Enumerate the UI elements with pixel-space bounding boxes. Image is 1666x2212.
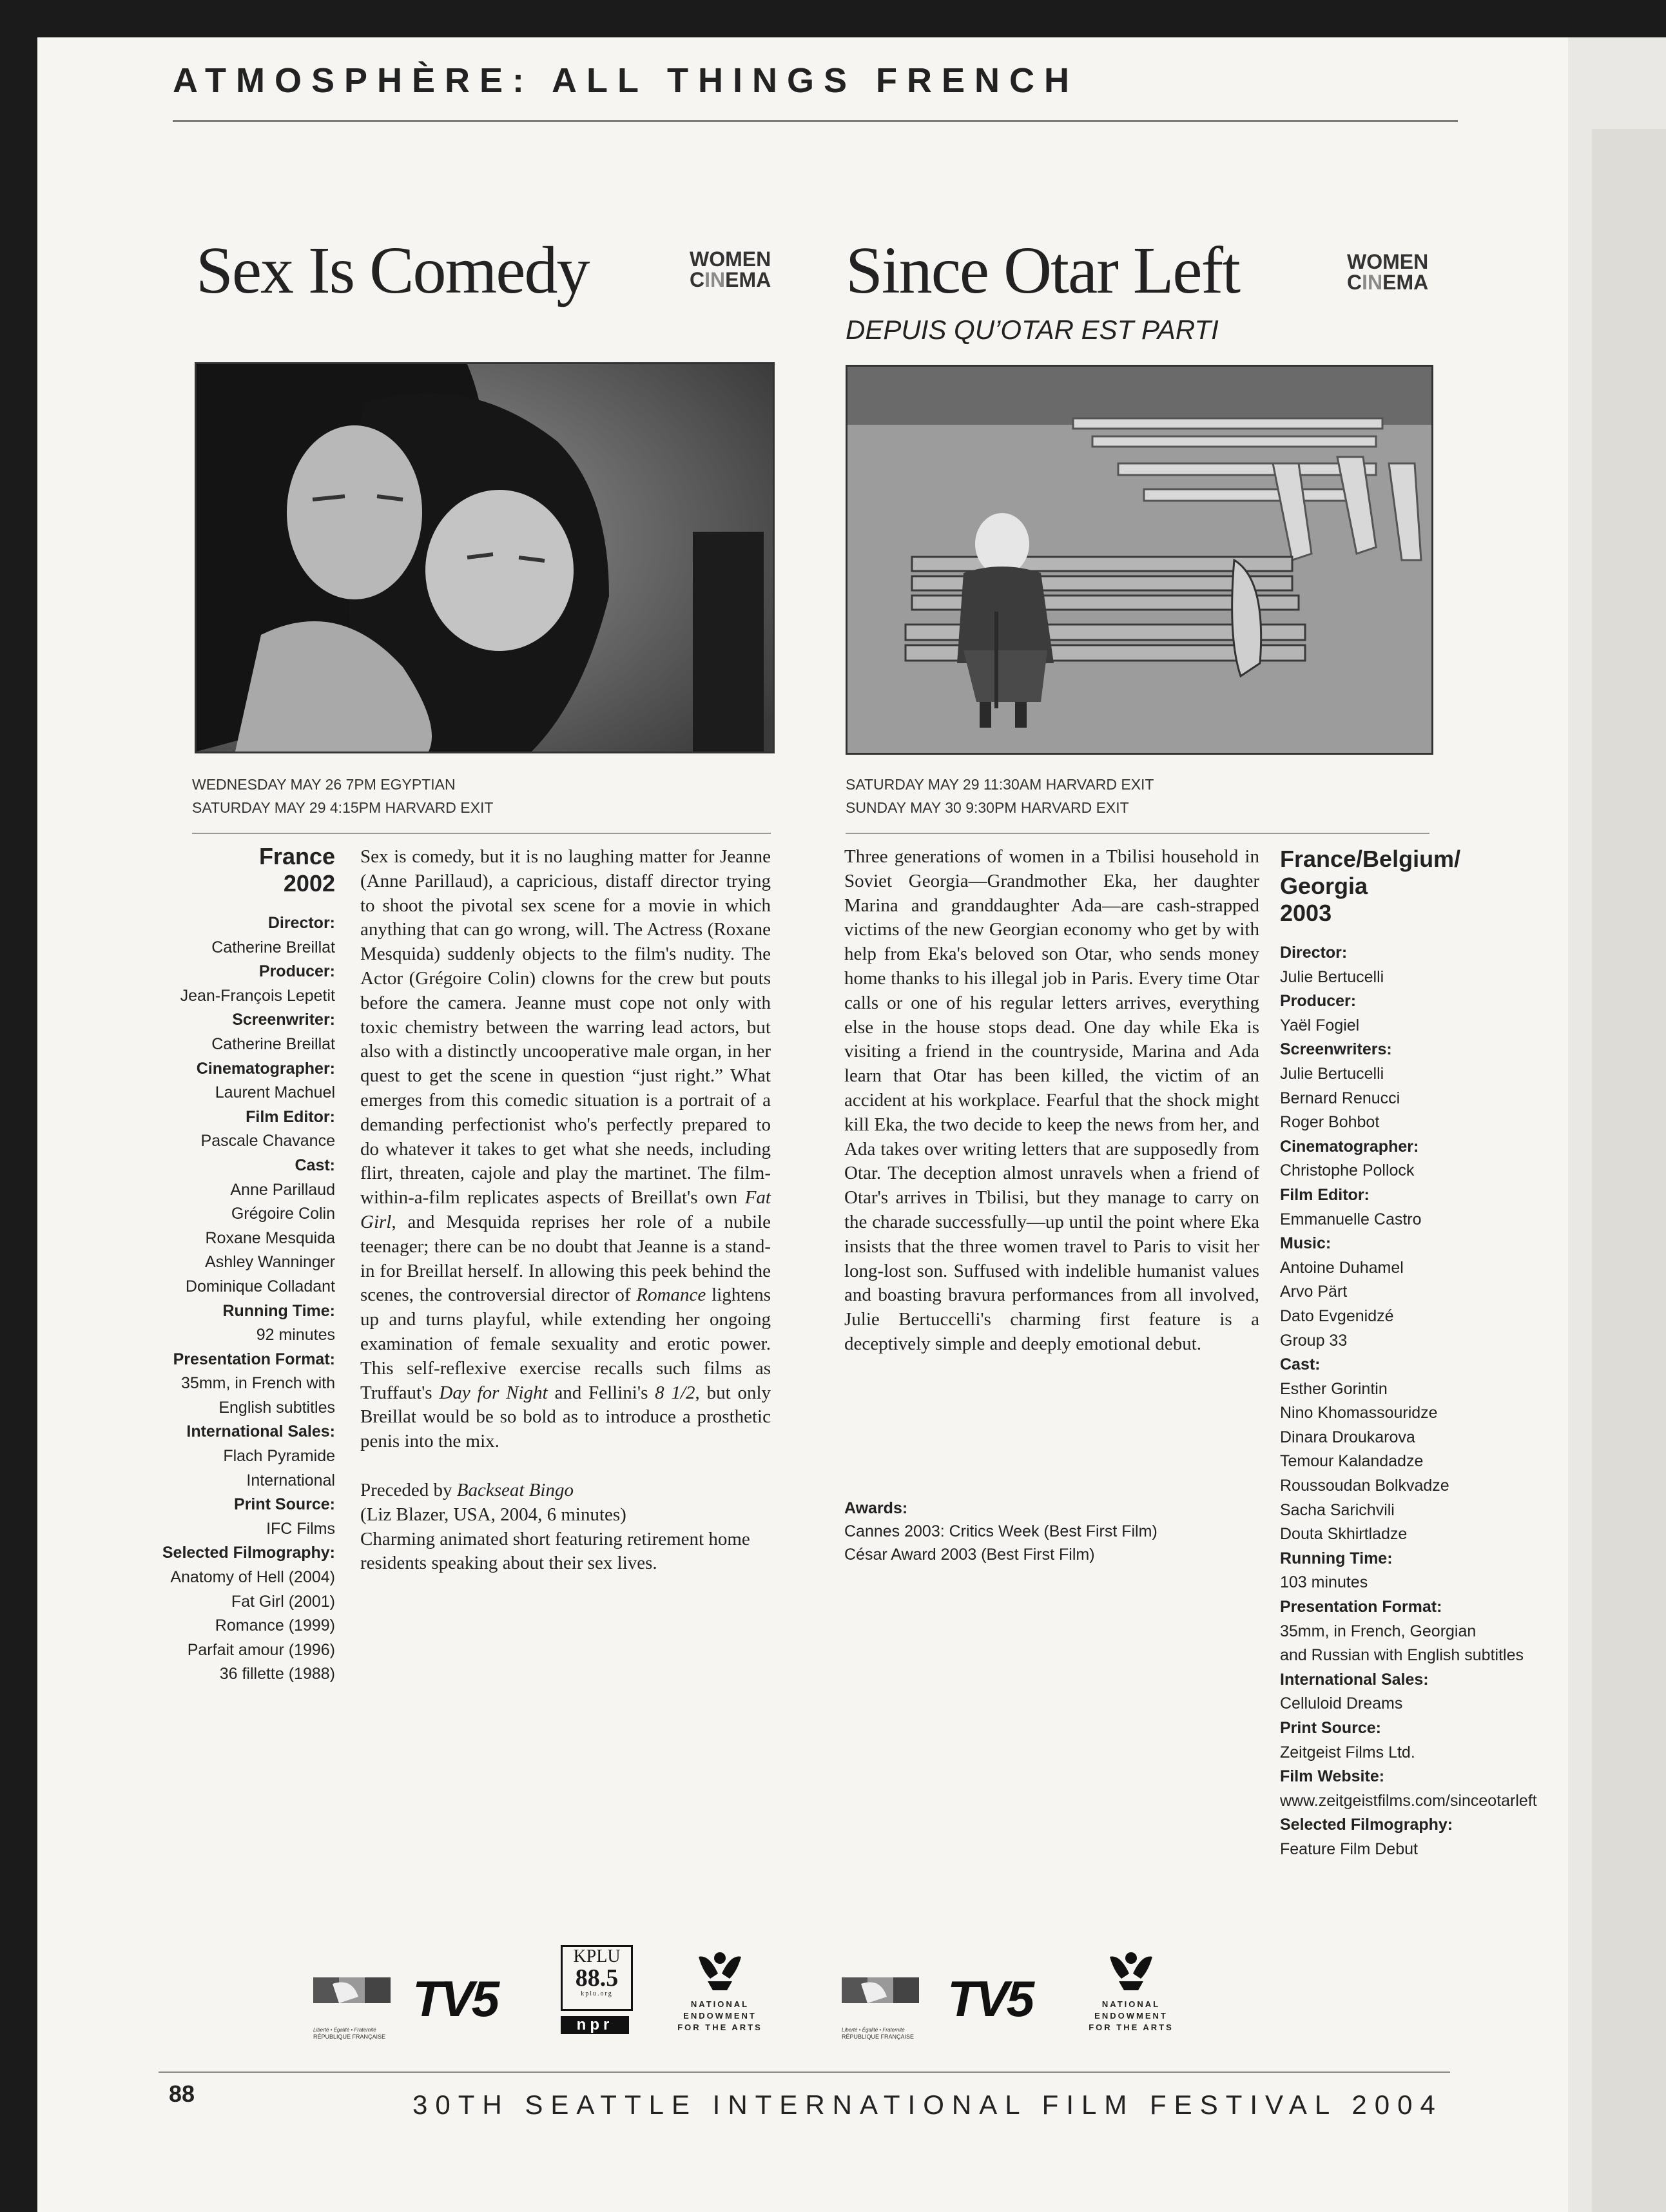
- credit-value: Catherine Breillat: [211, 1034, 335, 1053]
- nea-logo: [672, 1948, 768, 2033]
- nea-emblem-icon: [696, 1948, 744, 1995]
- credit-value: Celluloid Dreams: [1280, 1694, 1403, 1713]
- credit-value: Yaël Fogiel: [1280, 1016, 1360, 1034]
- credit-value: Dominique Colladant: [185, 1277, 335, 1295]
- credit-value: Parfait amour (1996): [187, 1640, 335, 1659]
- credit-label: Cinematographer:: [196, 1059, 335, 1078]
- credit-label: Music:: [1280, 1234, 1332, 1253]
- credit-label: Running Time:: [222, 1301, 335, 1320]
- credit-value: Antoine Duhamel: [1280, 1258, 1404, 1277]
- nea-logo-2: [1083, 1948, 1179, 2033]
- tv5-logo-2: TV5: [947, 1970, 1032, 2027]
- credit-label: Cinematographer:: [1280, 1137, 1419, 1156]
- credit-value: Anne Parillaud: [230, 1180, 335, 1199]
- credit-label: Cast:: [1280, 1355, 1321, 1374]
- film1-credits: [142, 843, 335, 1687]
- credit-value: Flach Pyramide: [223, 1447, 335, 1466]
- credit-value: Julie Bertucelli: [1280, 967, 1384, 986]
- credit-label: Selected Filmography:: [162, 1544, 335, 1562]
- film1-schedule: [192, 773, 493, 819]
- film1-screening-1: WEDNESDAY MAY 26 7PM EGYPTIAN: [192, 776, 456, 793]
- film1-still-image: [197, 364, 773, 752]
- credit-label: Running Time:: [1280, 1549, 1393, 1567]
- credit-value: 35mm, in French, Georgian: [1280, 1622, 1477, 1640]
- nea-line-3b: FOR THE ARTS: [1089, 2023, 1174, 2032]
- film1-title: Sex Is Comedy: [196, 233, 589, 307]
- nea-line-2: ENDOWMENT: [683, 2011, 757, 2021]
- credit-label: Producer:: [1280, 992, 1357, 1011]
- nea-line-2b: ENDOWMENT: [1094, 2011, 1168, 2021]
- credit-value: Laurent Machuel: [215, 1083, 335, 1102]
- nea-line-3: FOR THE ARTS: [677, 2023, 762, 2032]
- kplu-wordmark: KPLU: [573, 1946, 621, 1966]
- credit-value: Sacha Sarichvili: [1280, 1500, 1395, 1519]
- film2-screening-1: SATURDAY MAY 29 11:30AM HARVARD EXIT: [846, 776, 1154, 793]
- credit-value: Catherine Breillat: [211, 938, 335, 956]
- film2-country: France/Belgium/ Georgia: [1280, 846, 1461, 899]
- festival-footer: 30TH SEATTLE INTERNATIONAL FILM FESTIVAL 2004: [412, 2090, 1443, 2120]
- credit-value: 103 minutes: [1280, 1573, 1368, 1592]
- credit-label: Screenwriter:: [232, 1011, 335, 1029]
- credit-value: Arvo Pärt: [1280, 1283, 1348, 1301]
- film1-still: [195, 362, 775, 753]
- credit-value: Pascale Chavance: [200, 1132, 335, 1150]
- credit-value: Romance (1999): [215, 1616, 335, 1635]
- film1-short-title: Preceded by Backseat Bingo: [360, 1479, 574, 1500]
- credit-label: Selected Filmography:: [1280, 1816, 1453, 1834]
- credit-label: Director:: [1280, 944, 1348, 962]
- credit-value: Douta Skhirtladze: [1280, 1525, 1408, 1544]
- republique-francaise-caption: RÉPUBLIQUE FRANÇAISE: [313, 2033, 386, 2040]
- film2-synopsis-body: Three generations of women in a Tbilisi household in Soviet Georgia—Grandmother Eka, her daughter Marina and granddaughter Ada—are cash-strapped victims of the new Georgian economy who get by with help from Eka's beloved son Otar, who sends money home thanks to his illegal job in Paris. Every time Otar calls or one of his regular letters arrives, everything else in the house stops dead. One day while Eka is visiting a friend in the countryside, Marina and Ada learn that Otar has been killed, the victim of an accident at his workplace. Fearful that the shock might kill Eka, the two decide to keep the news from her, and Ada takes over writing letters that are supposedly from Otar. The deception almost unravels when a friend of Otar's arrives in Tbilisi, but they manage to carry on the charade successfully—up until the point where Eka insists that the three women travel to Paris to visit her long-lost son. Suffused with indelible humanist values and boasting bravura performances from all involved, Julie Bertuccelli's charming first feature is a deceptively simple and deeply emotional debut.: [844, 846, 1259, 1354]
- film1-synopsis-body: Sex is comedy, but it is no laughing matter for Jeanne (Anne Parillaud), a capricious, distaff director trying to shoot the pivotal sex scene for a movie in which anything that can go wrong, will. The Actress (Roxane Mesquida) suddenly objects to the film's nudity. The Actor (Grégoire Colin) clowns for the crew but pouts before the camera. Jeanne must cope not only with toxic chemistry between the warring lead actors, but also with a distinctly uncooperative male organ, in her quest to get the scene in question “just right.” What emerges from this comedic situation is a portrait of a demanding perfectionist who's perfectly prepared to do whatever it takes to get what she needs, including flirt, threaten, cajole and play the martinet. The film-within-a-film replicates aspects of Breillat's own Fat Girl, and Mesquida reprises her role of a nubile teenager; there can be no doubt that Jeanne is a stand-in for Breillat herself. In allowing this peek behind the scenes, the controversial director of Romance lightens up and turns playful, while extending her ongoing examination of female sexuality and erotic power. This self-reflexive exercise recalls such films as Truffaut's Day for Night and Fellini's 8 1/2, but only Breillat would be so bold as to introduce a prosthetic penis into the mix.: [360, 846, 771, 1452]
- film2-synopsis: [844, 845, 1259, 1357]
- kplu-url: kplu.org: [581, 1990, 613, 1997]
- nea-emblem-icon-2: [1107, 1948, 1155, 1995]
- credit-value: 92 minutes: [256, 1326, 335, 1344]
- women-cinema-badge-1: WOMEN CINEMA: [690, 247, 771, 291]
- credit-value: Jean-François Lepetit: [180, 986, 335, 1005]
- women-cinema-badge-2: WOMEN CINEMA: [1347, 250, 1429, 294]
- film1-short-description: Charming animated short featuring retirement home residents speaking about their sex lives.: [360, 1528, 750, 1574]
- credit-label: Film Editor:: [246, 1107, 335, 1126]
- credit-label: International Sales:: [1280, 1670, 1429, 1689]
- film1-rule: [192, 833, 771, 834]
- film2-screening-2: SUNDAY MAY 30 9:30PM HARVARD EXIT: [846, 799, 1129, 816]
- credit-label: Presentation Format:: [173, 1350, 335, 1368]
- credit-label: Film Website:: [1280, 1767, 1385, 1786]
- film1-synopsis: [360, 845, 771, 1576]
- credit-label: Film Editor:: [1280, 1185, 1370, 1204]
- credit-value: Roxane Mesquida: [205, 1228, 335, 1247]
- tv5-logo: TV5: [412, 1970, 498, 2027]
- credit-label: Presentation Format:: [1280, 1598, 1442, 1616]
- credit-label: Print Source:: [234, 1495, 335, 1514]
- credit-value: Christophe Pollock: [1280, 1161, 1415, 1180]
- credit-value: English subtitles: [218, 1398, 335, 1417]
- film2-year: 2003: [1280, 900, 1332, 926]
- republique-francaise-motto: Liberté • Égalité • Fraternité: [313, 2027, 376, 2033]
- footer-rule: [159, 2071, 1450, 2073]
- credit-label: Screenwriters:: [1280, 1040, 1392, 1059]
- nea-line-1: NATIONAL: [690, 1999, 750, 2009]
- credit-value: International: [246, 1471, 335, 1489]
- film2-still: [846, 365, 1433, 755]
- credit-label: Cast:: [295, 1156, 335, 1174]
- credit-value: Dato Evgenidzé: [1280, 1306, 1394, 1325]
- credit-value: Emmanuelle Castro: [1280, 1210, 1422, 1228]
- section-header: ATMOSPHÈRE: ALL THINGS FRENCH: [173, 61, 1079, 100]
- marianne-icon: [313, 1977, 391, 2024]
- marianne-icon-2: [842, 1977, 919, 2024]
- credit-value: Fat Girl (2001): [231, 1592, 335, 1611]
- film2-awards: [844, 1497, 1257, 1566]
- credit-label: Director:: [267, 914, 335, 932]
- republique-francaise-motto-2: Liberté • Égalité • Fraternité: [842, 2027, 905, 2033]
- credit-value: www.zeitgeistfilms.com/sinceotarleft: [1280, 1791, 1537, 1810]
- credit-value: Ashley Wanninger: [205, 1253, 335, 1272]
- page-number: 88: [169, 2081, 195, 2107]
- credit-value: Temour Kalandadze: [1280, 1452, 1424, 1471]
- credit-value: Bernard Renucci: [1280, 1089, 1400, 1107]
- credit-value: IFC Films: [266, 1519, 335, 1538]
- credit-value: Esther Gorintin: [1280, 1379, 1388, 1398]
- film2-rule: [846, 833, 1429, 834]
- film2-title: Since Otar Left: [846, 233, 1240, 307]
- header-rule: [173, 120, 1458, 122]
- credit-value: Roger Bohbot: [1280, 1113, 1380, 1132]
- credit-value: Roussoudan Bolkvadze: [1280, 1477, 1449, 1495]
- credit-value: Feature Film Debut: [1280, 1839, 1418, 1858]
- npr-logo: npr: [561, 2016, 629, 2034]
- credit-label: International Sales:: [186, 1422, 335, 1441]
- film2-original-title: DEPUIS QU’OTAR EST PARTI: [846, 315, 1219, 345]
- republique-francaise-caption-2: RÉPUBLIQUE FRANÇAISE: [842, 2033, 915, 2040]
- credit-value: 35mm, in French with: [181, 1374, 335, 1393]
- credit-value: Julie Bertucelli: [1280, 1064, 1384, 1083]
- award-2: César Award 2003 (Best First Film): [844, 1546, 1095, 1564]
- republique-francaise-logo: [313, 1977, 391, 2040]
- nea-line-1b: NATIONAL: [1101, 1999, 1161, 2009]
- film2-still-image: [848, 367, 1431, 753]
- credit-value: 36 fillette (1988): [219, 1665, 335, 1683]
- credit-label: Producer:: [258, 962, 335, 981]
- credit-value: Dinara Droukarova: [1280, 1428, 1415, 1446]
- film2-credits: [1280, 846, 1551, 1862]
- credit-value: Nino Khomassouridze: [1280, 1404, 1438, 1422]
- credit-value: Anatomy of Hell (2004): [170, 1568, 335, 1587]
- film2-schedule: [846, 773, 1154, 819]
- credit-value: Group 33: [1280, 1331, 1348, 1350]
- credit-value: Zeitgeist Films Ltd.: [1280, 1743, 1415, 1761]
- credit-label: Print Source:: [1280, 1719, 1381, 1737]
- kplu-frequency: 88.5: [575, 1965, 619, 1992]
- credit-value: Grégoire Colin: [231, 1205, 335, 1223]
- credit-value: and Russian with English subtitles: [1280, 1646, 1524, 1665]
- film1-short-credit: (Liz Blazer, USA, 2004, 6 minutes): [360, 1504, 626, 1525]
- award-1: Cannes 2003: Critics Week (Best First Film): [844, 1522, 1157, 1540]
- facing-page-shadow: [1592, 129, 1666, 2212]
- film1-screening-2: SATURDAY MAY 29 4:15PM HARVARD EXIT: [192, 799, 494, 816]
- awards-label: Awards:: [844, 1499, 908, 1517]
- republique-francaise-logo-2: [842, 1977, 919, 2040]
- kplu-logo: [561, 1945, 633, 2034]
- film1-country: France: [258, 843, 335, 869]
- film1-year: 2002: [283, 870, 335, 897]
